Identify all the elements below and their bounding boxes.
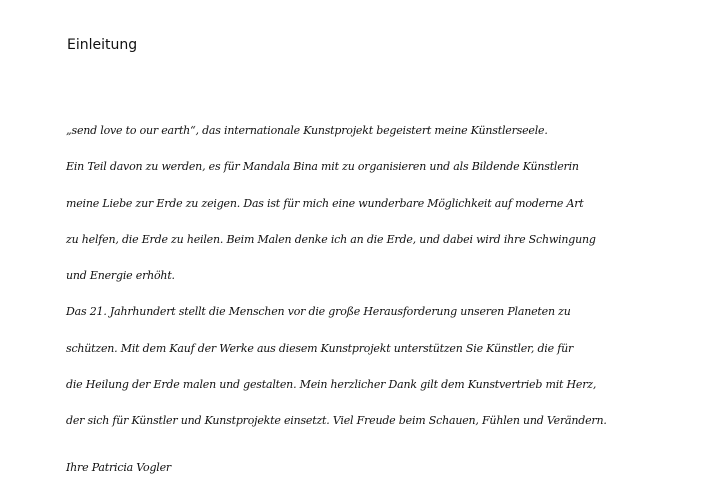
page-title: Einleitung (67, 37, 138, 53)
text-line: „send love to our earth“, das internationale Kunstprojekt begeistert meine Künstlerseele. (66, 124, 548, 137)
text-line: schützen. Mit dem Kauf der Werke aus diesem Kunstprojekt unterstützen Sie Künstler, die für (66, 341, 574, 355)
text-line: zu helfen, die Erde zu heilen. Beim Malen denke ich an die Erde, und dabei wird ihre Schwingung (66, 232, 596, 246)
text-line: die Heilung der Erde malen und gestalten. Mein herzlicher Dank gilt dem Kunstvertrieb mit Herz, (66, 378, 597, 392)
text-line: der sich für Künstler und Kunstprojekte einsetzt. Viel Freude beim Schauen, Fühlen und Verändern. (66, 414, 607, 428)
body-text (66, 113, 696, 440)
text-line: und Energie erhöht. (66, 269, 175, 283)
signature: Ihre Patricia Vogler (66, 461, 171, 474)
text-line: Ein Teil davon zu werden, es für Mandala Bina mit zu organisieren und als Bildende Künstlerin (66, 160, 579, 174)
text-line: meine Liebe zur Erde zu zeigen. Das ist für mich eine wunderbare Möglichkeit auf moderne Art (66, 196, 584, 210)
text-line: Das 21. Jahrhundert stellt die Menschen vor die große Herausforderung unseren Planeten zu (66, 305, 571, 319)
